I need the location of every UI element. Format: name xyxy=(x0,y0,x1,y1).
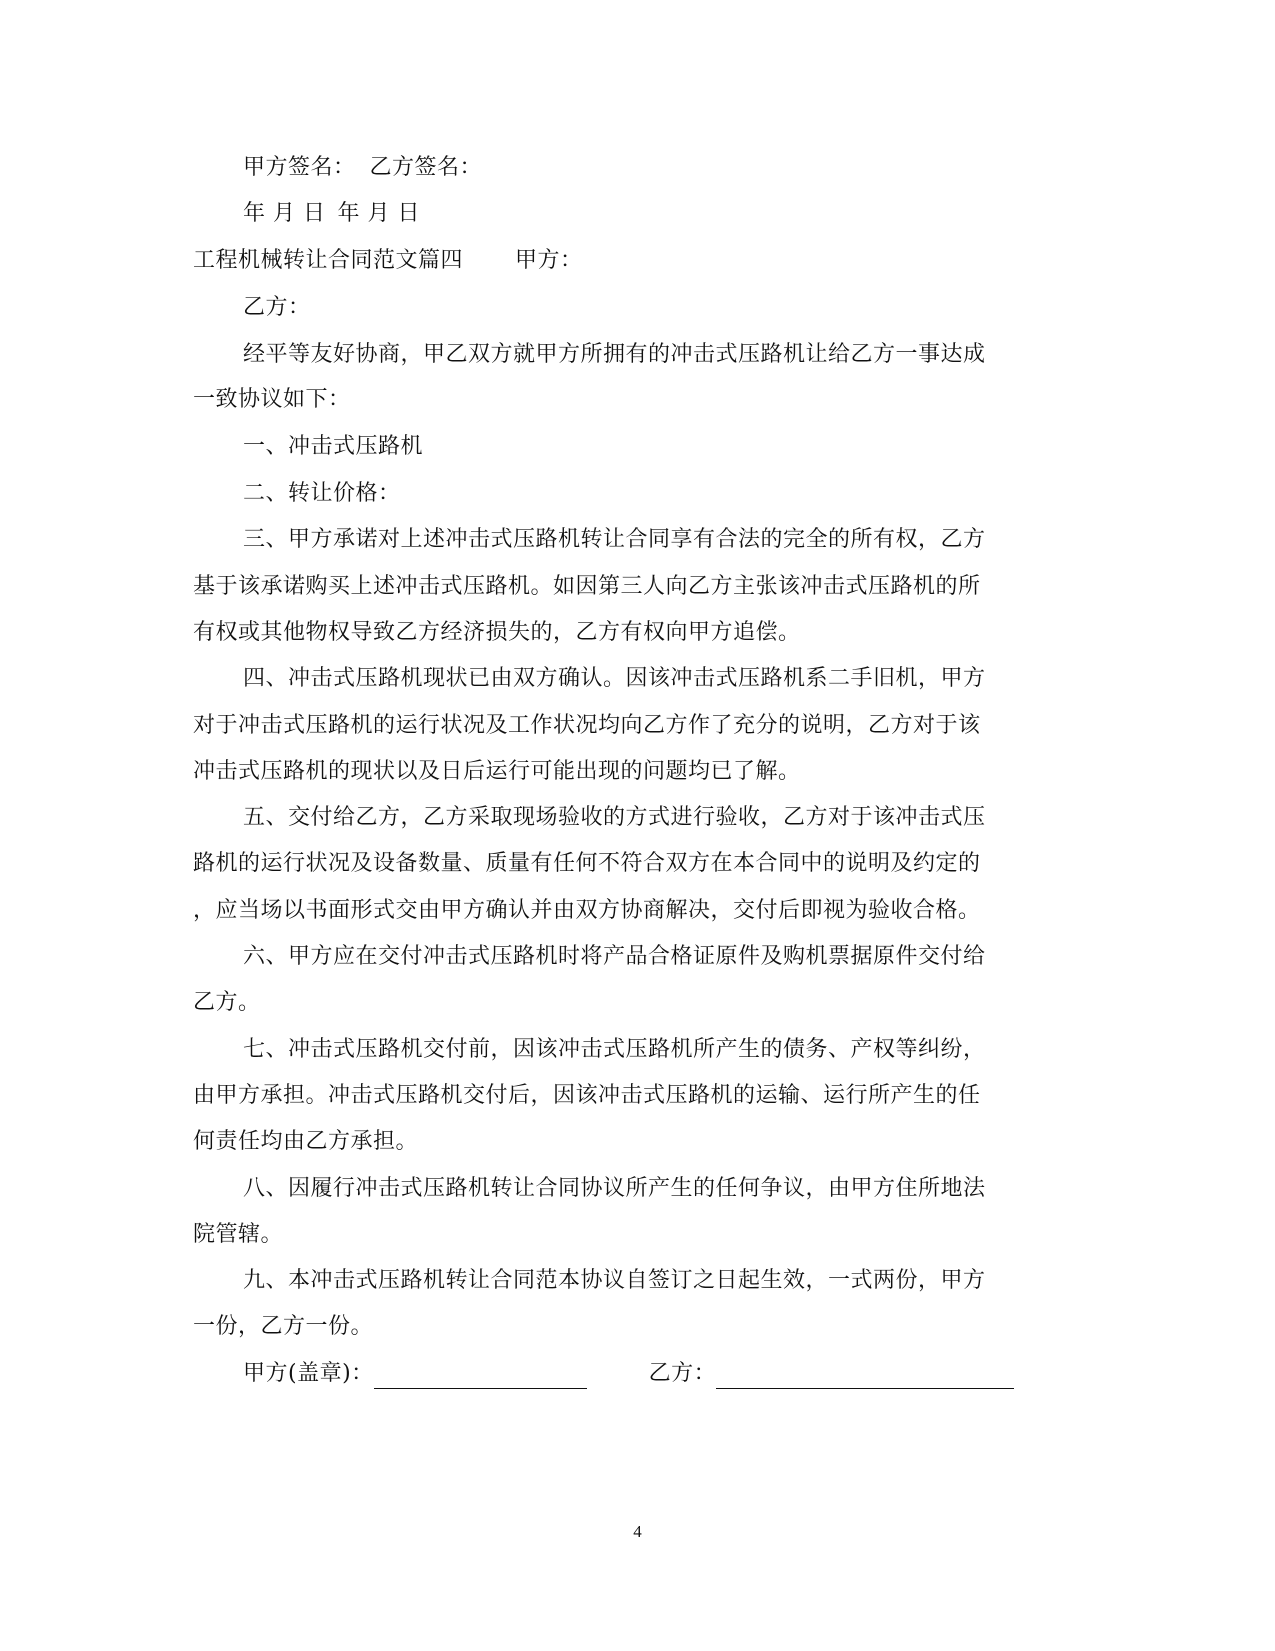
intro-line-1: 经平等友好协商，甲乙双方就甲方所拥有的冲击式压路机让给乙方一事达成 xyxy=(243,342,986,367)
clause-3-line-1: 三、甲方承诺对上述冲击式压路机转让合同享有合法的完全的所有权，乙方 xyxy=(243,527,986,552)
clause-4-line-1: 四、冲击式压路机现状已由双方确认。因该冲击式压路机系二手旧机，甲方 xyxy=(243,666,986,691)
clause-5-line-2: 路机的运行状况及设备数量、质量有任何不符合双方在本合同中的说明及约定的 xyxy=(193,851,981,876)
clause-9-line-2: 一份，乙方一份。 xyxy=(193,1314,374,1339)
clause-7-line-2: 由甲方承担。冲击式压路机交付后，因该冲击式压路机的运输、运行所产生的任 xyxy=(193,1083,981,1108)
clause-3-line-2: 基于该承诺购买上述冲击式压路机。如因第三人向乙方主张该冲击式压路机的所 xyxy=(193,574,981,599)
party-a-label: 甲方： xyxy=(515,248,583,273)
clause-8-line-1: 八、因履行冲击式压路机转让合同协议所产生的任何争议，由甲方住所地法 xyxy=(243,1176,986,1201)
party-a-sign-label: 甲方签名： xyxy=(243,155,356,180)
signature-line-bottom xyxy=(243,1359,1014,1389)
date-a: 年 月 日 xyxy=(243,201,326,226)
clause-8-line-2: 院管辖。 xyxy=(193,1222,284,1247)
party-b-sign-label: 乙方签名： xyxy=(369,155,483,180)
party-a-seal-label: 甲方(盖章)： xyxy=(243,1361,374,1386)
party-b-bottom-label: 乙方： xyxy=(648,1361,717,1386)
page-number: 4 xyxy=(633,1522,642,1541)
intro-line-2: 一致协议如下： xyxy=(193,387,351,412)
party-b-signature-blank xyxy=(716,1364,1014,1389)
clause-4-line-2: 对于冲击式压路机的运行状况及工作状况均向乙方作了充分的说明，乙方对于该 xyxy=(193,713,981,738)
section-heading: 工程机械转让合同范文篇四 xyxy=(193,248,464,273)
clause-6-line-2: 乙方。 xyxy=(193,990,261,1015)
date-b: 年 月 日 xyxy=(337,201,420,226)
clause-5-line-1: 五、交付给乙方，乙方采取现场验收的方式进行验收，乙方对于该冲击式压 xyxy=(243,805,986,830)
clause-1: 一、冲击式压路机 xyxy=(243,434,424,459)
section-heading-line xyxy=(193,246,583,276)
clause-4-line-3: 冲击式压路机的现状以及日后运行可能出现的问题均已了解。 xyxy=(193,759,801,784)
party-a-signature-blank xyxy=(374,1364,587,1389)
clause-6-line-1: 六、甲方应在交付冲击式压路机时将产品合格证原件及购机票据原件交付给 xyxy=(243,944,986,969)
clause-2: 二、转让价格： xyxy=(243,481,401,506)
clause-7-line-3: 何责任均由乙方承担。 xyxy=(193,1129,419,1154)
clause-7-line-1: 七、冲击式压路机交付前，因该冲击式压路机所产生的债务、产权等纠纷， xyxy=(243,1037,986,1062)
signature-line-top xyxy=(243,153,482,183)
date-line-top xyxy=(243,199,420,229)
party-b-label: 乙方： xyxy=(243,295,311,320)
clause-3-line-3: 有权或其他物权导致乙方经济损失的，乙方有权向甲方追偿。 xyxy=(193,620,801,645)
clause-5-line-3: ，应当场以书面形式交由甲方确认并由双方协商解决，交付后即视为验收合格。 xyxy=(193,898,981,923)
clause-9-line-1: 九、本冲击式压路机转让合同范本协议自签订之日起生效，一式两份，甲方 xyxy=(243,1268,986,1293)
